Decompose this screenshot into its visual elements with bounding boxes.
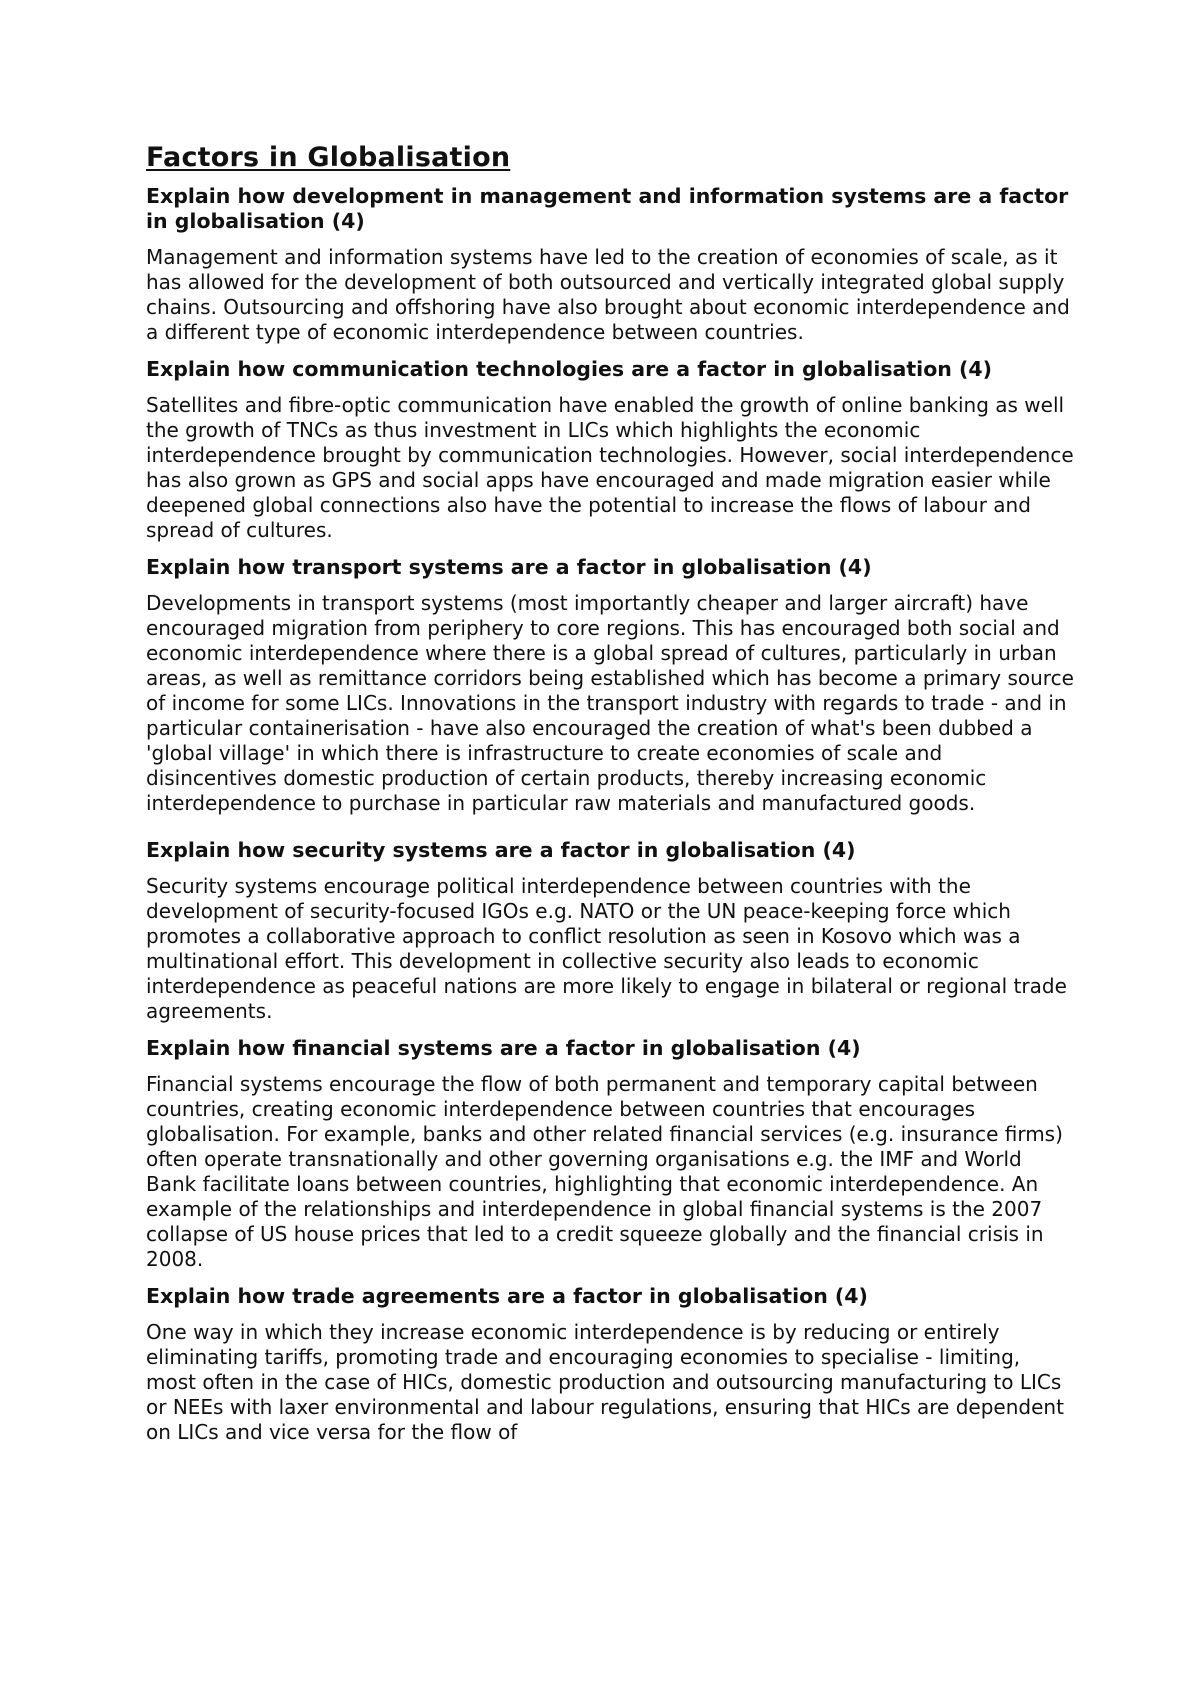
document-title: Factors in Globalisation (146, 142, 511, 173)
answer-paragraph: Developments in transport systems (most importantly cheaper and larger aircraft) have encouraged migration from periphery to core regions. This has encouraged both social and economic interdependence where there is a global spread of cultures, particularly in urban areas, as well as remittance corridors being established which has become a primary source of income for some LICs. Innovations in the transport industry with regards to trade - and in particular containerisation - have also encouraged the creation of what's been dubbed a 'global village' in which there is infrastructure to create economies of scale and disincentives domestic production of certain products, thereby increasing economic interdependence to purchase in particular raw materials and manufactured goods. (146, 591, 1074, 815)
section-security-systems (146, 838, 1076, 1024)
section-trade-agreements (146, 1284, 1076, 1445)
section-transport-systems (146, 555, 1076, 816)
document-page (146, 140, 1076, 1457)
question-heading: Explain how trade agreements are a factor in globalisation (4) (146, 1284, 868, 1308)
question-heading: Explain how transport systems are a factor in globalisation (4) (146, 555, 872, 579)
question-heading: Explain how financial systems are a factor in globalisation (4) (146, 1036, 861, 1060)
section-management-information-systems (146, 184, 1076, 345)
question-heading: Explain how communication technologies are a factor in globalisation (4) (146, 357, 993, 381)
answer-paragraph: Satellites and fibre-optic communication have enabled the growth of online banking as well the growth of TNCs as thus investment in LICs which highlights the economic interdependence brought by communication technologies. However, social interdependence has also grown as GPS and social apps have encouraged and made migration easier while deepened global connections also have the potential to increase the flows of labour and spread of cultures. (146, 393, 1074, 542)
answer-paragraph: One way in which they increase economic interdependence is by reducing or entirely eliminating tariffs, promoting trade and encouraging economies to specialise - limiting, most often in the case of HICs, domestic production and outsourcing manufacturing to LICs or NEEs with laxer environmental and labour regulations, ensuring that HICs are dependent on LICs and vice versa for the flow of (146, 1320, 1064, 1444)
answer-paragraph: Management and information systems have led to the creation of economies of scale, as it has allowed for the development of both outsourced and vertically integrated global supply chains. Outsourcing and offshoring have also brought about economic interdependence and a different type of economic interdependence between countries. (146, 245, 1070, 344)
section-communication-technologies (146, 357, 1076, 543)
section-financial-systems (146, 1036, 1076, 1272)
answer-paragraph: Financial systems encourage the flow of both permanent and temporary capital between countries, creating economic interdependence between countries that encourages globalisation. For example, banks and other related financial services (e.g. insurance firms) often operate transnationally and other governing organisations e.g. the IMF and World Bank facilitate loans between countries, highlighting that economic interdependence. An example of the relationships and interdependence in global financial systems is the 2007 collapse of US house prices that led to a credit squeeze globally and the financial crisis in 2008. (146, 1072, 1063, 1271)
question-heading: Explain how security systems are a factor in globalisation (4) (146, 838, 856, 862)
answer-paragraph: Security systems encourage political interdependence between countries with the development of security-focused IGOs e.g. NATO or the UN peace-keeping force which promotes a collaborative approach to conflict resolution as seen in Kosovo which was a multinational effort. This development in collective security also leads to economic interdependence as peaceful nations are more likely to engage in bilateral or regional trade agreements. (146, 874, 1067, 1023)
question-heading: Explain how development in management and information systems are a factor in globalisation (4) (146, 184, 1069, 233)
